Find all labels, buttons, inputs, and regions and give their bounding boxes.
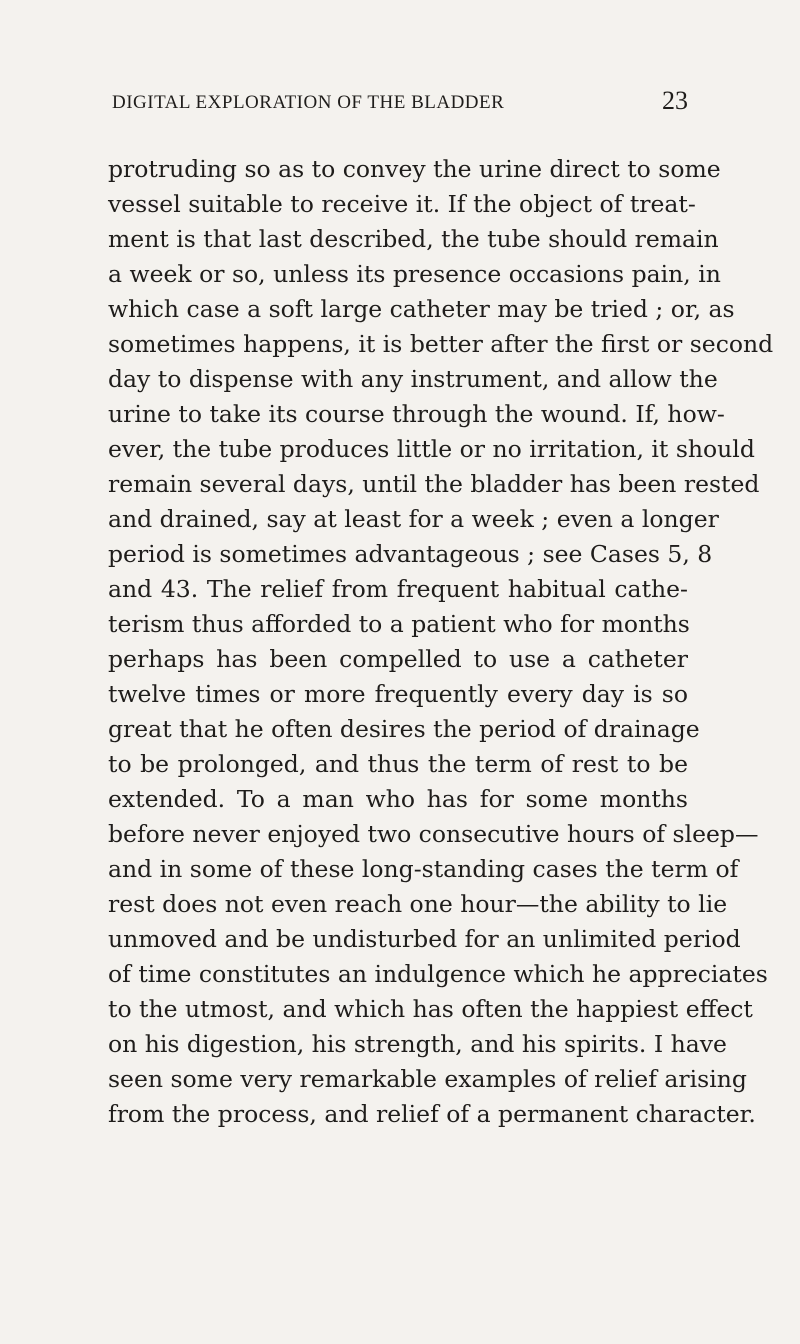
text-line: great that he often desires the period of drainage bbox=[108, 715, 700, 743]
text-line: extended. To a man who has for some months bbox=[108, 785, 688, 813]
text-line: protruding so as to convey the urine direct to some bbox=[108, 155, 721, 183]
text-line-last: from the process, and relief of a permanent character. bbox=[108, 1100, 756, 1128]
text-line: rest does not even reach one hour—the ability to lie bbox=[108, 890, 728, 918]
text-line: urine to take its course through the wound. If, how- bbox=[108, 400, 725, 428]
text-line: and drained, say at least for a week ; even a longer bbox=[108, 505, 719, 533]
text-line: of time constitutes an indulgence which he appreciates bbox=[108, 960, 768, 988]
text-line: sometimes happens, it is better after the first or second bbox=[108, 330, 774, 358]
text-line: unmoved and be undisturbed for an unlimited period bbox=[108, 925, 741, 953]
text-line: before never enjoyed two consecutive hours of sleep— bbox=[108, 820, 759, 848]
running-header bbox=[112, 86, 688, 122]
text-line: a week or so, unless its presence occasions pain, in bbox=[108, 260, 721, 288]
text-line: vessel suitable to receive it. If the object of treat- bbox=[108, 190, 696, 218]
text-line: which case a soft large catheter may be tried ; or, as bbox=[108, 295, 735, 323]
text-line: day to dispense with any instrument, and allow the bbox=[108, 365, 718, 393]
text-line: ment is that last described, the tube should remain bbox=[108, 225, 719, 253]
text-line: terism thus afforded to a patient who for months bbox=[108, 610, 690, 638]
text-line: and 43. The relief from frequent habitual cathe- bbox=[108, 575, 688, 603]
body-paragraph bbox=[108, 152, 774, 1132]
text-line: twelve times or more frequently every day is so bbox=[108, 680, 688, 708]
text-line: seen some very remarkable examples of relief arising bbox=[108, 1065, 747, 1093]
text-line: remain several days, until the bladder has been rested bbox=[108, 470, 760, 498]
text-line: ever, the tube produces little or no irritation, it should bbox=[108, 435, 755, 463]
text-line: perhaps has been compelled to use a catheter bbox=[108, 645, 688, 673]
text-line: on his digestion, his strength, and his spirits. I have bbox=[108, 1030, 727, 1058]
text-line: and in some of these long-standing cases the term of bbox=[108, 855, 739, 883]
text-line: period is sometimes advantageous ; see Cases 5, 8 bbox=[108, 540, 713, 568]
page-number: 23 bbox=[662, 86, 688, 115]
text-line: to the utmost, and which has often the happiest effect bbox=[108, 995, 753, 1023]
text-line: to be prolonged, and thus the term of rest to be bbox=[108, 750, 688, 778]
running-title: DIGITAL EXPLORATION OF THE BLADDER bbox=[112, 92, 505, 113]
